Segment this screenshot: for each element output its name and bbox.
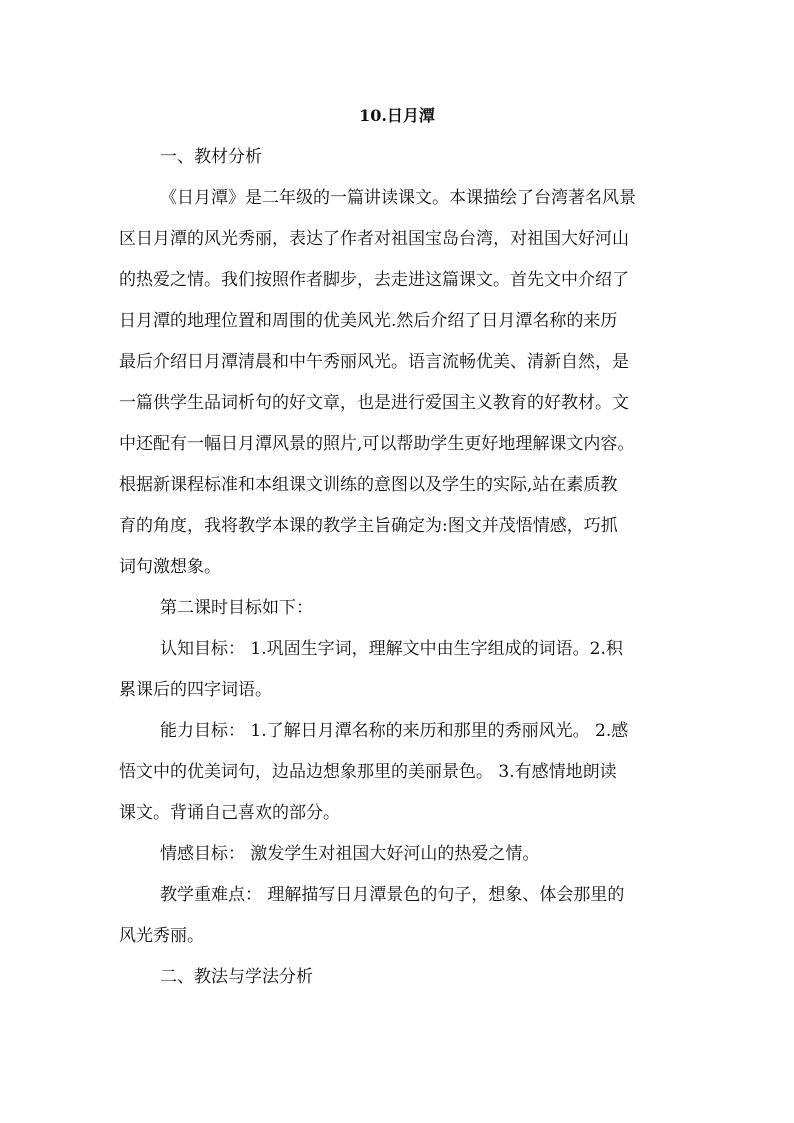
goals-intro: 第二课时目标如下： xyxy=(160,598,313,618)
ability-goal-line: 课文。背诵自己喜欢的部分。 xyxy=(119,803,340,823)
document-title: 10.日月潭 xyxy=(359,106,435,125)
ability-goal-line: 悟文中的优美词句，边品边想象那里的美丽景色。 3.有感情地朗读 xyxy=(119,762,617,782)
paragraph-line: 词句激想象。 xyxy=(119,557,221,577)
ability-goal-line: 能力目标： 1.了解日月潭名称的来历和那里的秀丽风光。 2.感 xyxy=(160,721,629,741)
paragraph-line: 区日月潭的风光秀丽，表达了作者对祖国宝岛台湾，对祖国大好河山 xyxy=(119,229,629,249)
section-heading-textbook-analysis: 一、教材分析 xyxy=(160,147,262,167)
section-heading-teaching-methods: 二、教法与学法分析 xyxy=(160,967,313,987)
paragraph-line: 根据新课程标准和本组课文训练的意图以及学生的实际,站在素质教 xyxy=(119,475,618,495)
cognitive-goal-line: 累课后的四字词语。 xyxy=(119,680,272,700)
paragraph-line: 的热爱之情。我们按照作者脚步，去走进这篇课文。首先文中介绍了 xyxy=(119,270,629,290)
paragraph-line: 育的角度，我将教学本课的教学主旨确定为:图文并茂悟情感，巧抓 xyxy=(119,516,618,536)
keypoints-line: 教学重难点： 理解描写日月潭景色的句子，想象、体会那里的 xyxy=(160,885,625,905)
paragraph-line: 日月潭的地理位置和周围的优美风光.然后介绍了日月潭名称的来历 xyxy=(119,311,618,331)
paragraph-line: 《日月潭》是二年级的一篇讲读课文。本课描绘了台湾著名风景 xyxy=(160,188,636,208)
paragraph-line: 中还配有一幅日月潭风景的照片,可以帮助学生更好地理解课文内容。 xyxy=(119,434,635,454)
cognitive-goal-line: 认知目标： 1.巩固生字词，理解文中由生字组成的词语。2.积 xyxy=(160,639,623,659)
paragraph-line: 最后介绍日月潭清晨和中午秀丽风光。语言流畅优美、清新自然，是 xyxy=(119,352,629,372)
emotion-goal-line: 情感目标： 激发学生对祖国大好河山的热爱之情。 xyxy=(160,844,540,864)
keypoints-line: 风光秀丽。 xyxy=(119,926,204,946)
paragraph-line: 一篇供学生品词析句的好文章，也是进行爱国主义教育的好教材。文 xyxy=(119,393,629,413)
